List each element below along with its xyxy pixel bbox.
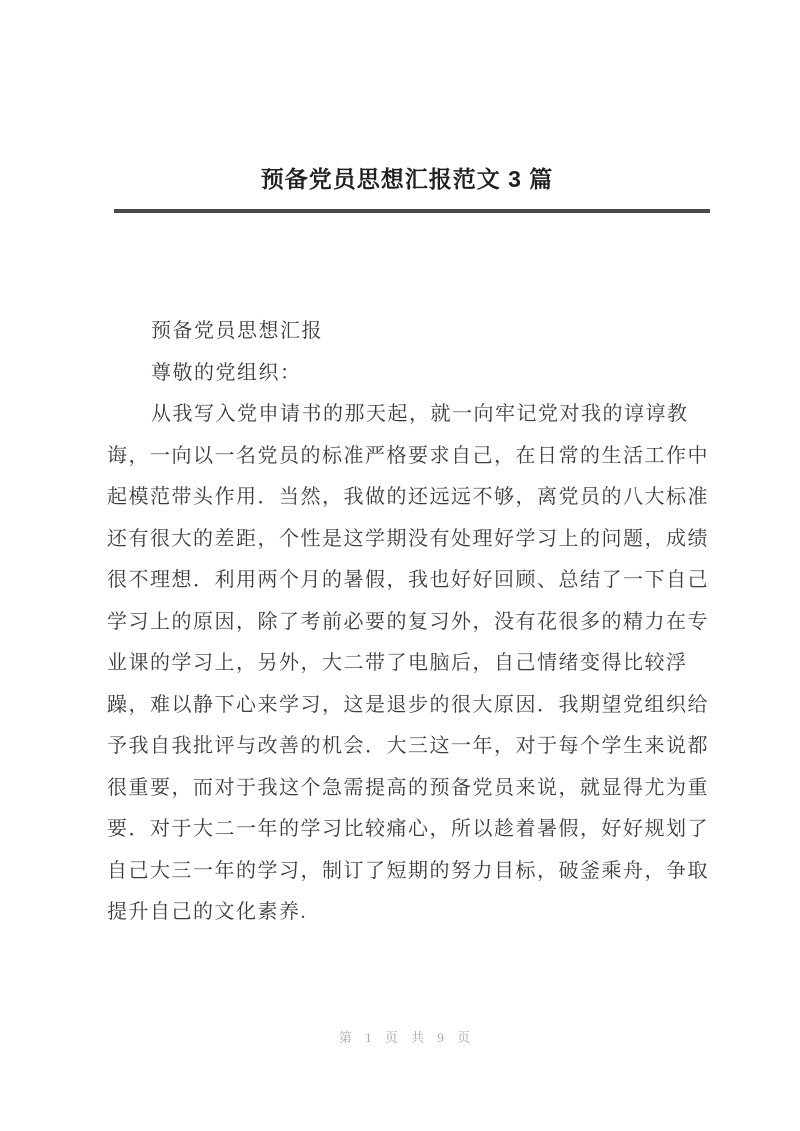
paragraph-line: 予我自我批评与改善的机会．大三这一年，对于每个学生来说都 xyxy=(107,735,709,757)
paragraph-line: 学习上的原因，除了考前必要的复习外，没有花很多的精力在专 xyxy=(107,610,709,633)
paragraph-line: 要．对于大二一年的学习比较痛心，所以趁着暑假，好好规划了 xyxy=(107,818,709,840)
paragraph-line: 自己大三一年的学习，制订了短期的努力目标，破釜乘舟，争取 xyxy=(107,859,709,882)
paragraph-line: 很不理想．利用两个月的暑假，我也好好回顾、总结了一下自己 xyxy=(107,569,709,591)
paragraph-line: 还有很大的差距，个性是这学期没有处理好学习上的问题，成绩 xyxy=(107,527,709,550)
document-body xyxy=(107,311,709,934)
document-title: 预备党员思想汇报范文 3 篇 xyxy=(260,166,554,192)
paragraph-line: 躁，难以静下心来学习，这是退步的很大原因．我期望党组织给 xyxy=(107,693,709,716)
paragraph-line: 起模范带头作用．当然，我做的还远远不够，离党员的八大标准 xyxy=(107,486,709,508)
paragraph-line: 很重要，而对于我这个急需提高的预备党员来说，就显得尤为重 xyxy=(107,776,709,799)
report-subtitle: 预备党员思想汇报 xyxy=(151,320,323,342)
paragraph-line: 从我写入党申请书的那天起，就一向牢记党对我的谆谆教 xyxy=(151,403,689,425)
paragraph-line: 诲，一向以一名党员的标准严格要求自己，在日常的生活工作中 xyxy=(107,444,709,467)
page-number-text: 第 1 页 共 9 页 xyxy=(338,1030,476,1045)
salutation-line: 尊敬的党组织： xyxy=(151,361,302,384)
paragraph-line: 业课的学习上，另外，大二带了电脑后，自己情绪变得比较浮 xyxy=(107,652,688,674)
title-divider-line xyxy=(114,209,710,213)
paragraph-line: 提升自己的文化素养. xyxy=(107,901,307,923)
page-footer xyxy=(107,1027,707,1046)
